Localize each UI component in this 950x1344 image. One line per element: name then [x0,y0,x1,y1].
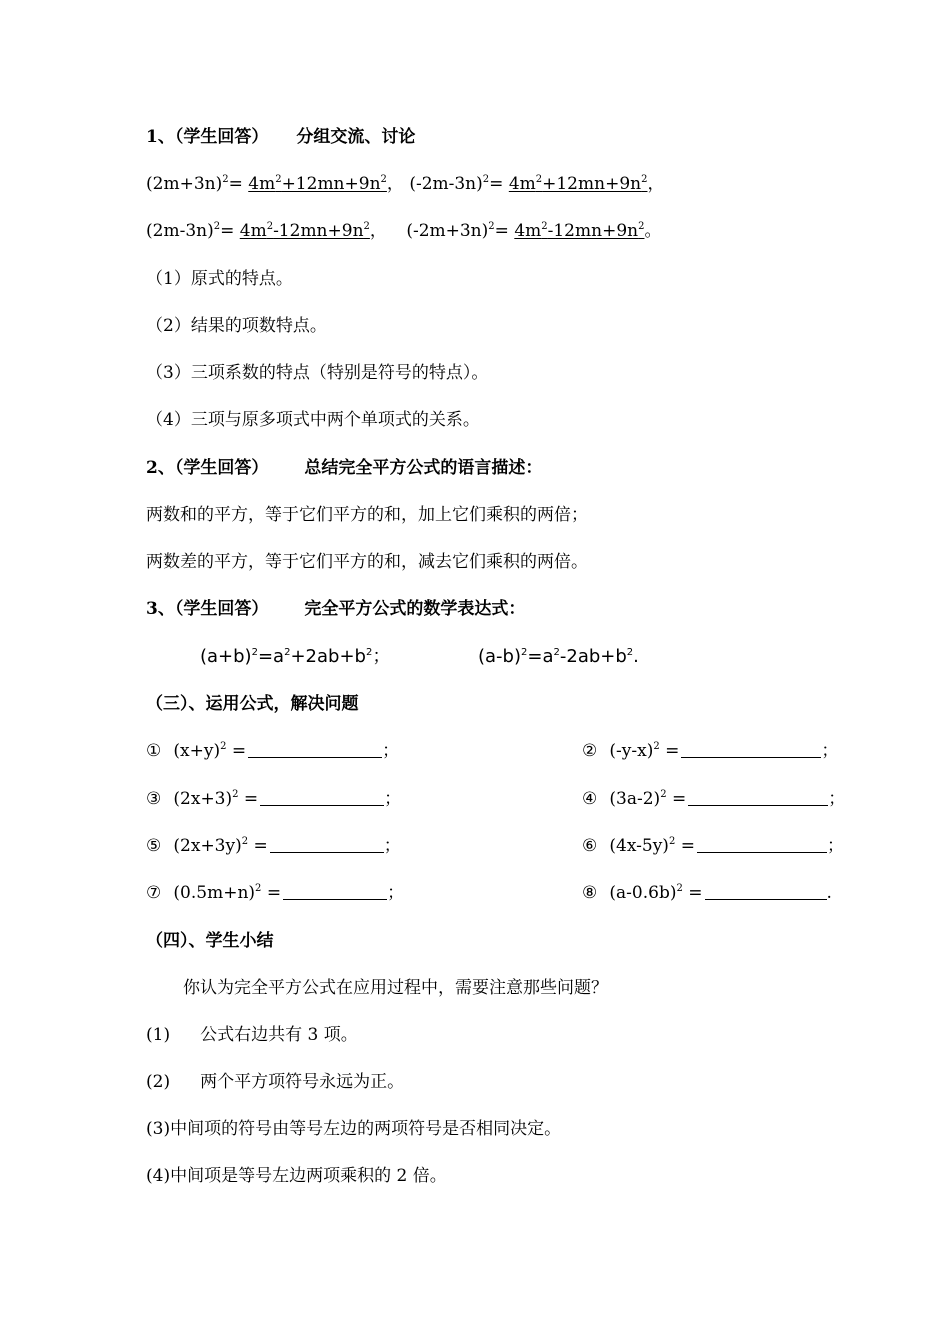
problem-4: ④ $(3a-2)^2$ = ； [582,789,846,809]
answer-blank[interactable] [705,883,827,900]
eq4-left: (-2m+3n) [406,221,489,241]
problem-5: ⑤ $(2x+3y)^2$ = ； [146,836,401,856]
comma: ， [647,174,665,194]
exponent: 2 [213,221,221,232]
exponent: 2 [482,174,490,185]
summary-item-2 [146,1070,404,1094]
language-description-diff: 两数差的平方，等于它们平方的和，减去它们乘积的两倍。 [146,552,588,572]
section5-heading: （四）、学生小结 [146,931,274,951]
exponent: 2 [488,221,495,232]
problem-row-3 [146,834,844,858]
exponent: 2 [222,174,229,185]
summary-item-3: (3)中间项的符号由等号左边的两项符号是否相同决定。 [146,1119,562,1139]
section1-heading [146,125,415,149]
problem-row-1 [146,739,839,763]
discussion-point-3: （3）三项系数的特点（特别是符号的特点）。 [146,363,489,383]
eq3-answer: $4m^2-12mn+9n^2$ [239,221,370,241]
section2-tag: （学生回答） [174,458,269,478]
problem-row-2 [146,787,846,811]
item-text: 两个平方项符号永远为正。 [200,1072,405,1092]
section2-heading [146,456,542,480]
section1-tag: （学生回答） [174,127,269,147]
equation-line-1 [146,172,664,196]
formula-sum: $(a+b)^2=a^2+2ab+b^2$； [200,646,391,667]
section3-num: 3、 [146,599,175,619]
answer-blank[interactable] [260,789,384,806]
item-text: 公式右边共有 3 项。 [200,1025,358,1045]
problem-8: ⑧ $(a-0.6b)^2$ = . [582,883,832,903]
section1-title: 分组交流、讨论 [296,127,416,147]
answer-blank[interactable] [681,741,821,758]
answer-blank[interactable] [248,741,382,758]
problem-1: ① $(x+y)^2$ = ； [146,741,400,761]
item-number: (1) [146,1025,171,1045]
equals-sign: = [489,174,504,194]
section3-title: 完全平方公式的数学表达式： [304,599,526,619]
equation-line-2 [146,219,661,243]
section4-heading: （三）、运用公式，解决问题 [146,694,359,714]
section2-num: 2、 [146,458,175,478]
period: 。 [644,221,662,241]
problem-row-4 [146,881,832,905]
item-number: (2) [146,1072,171,1092]
eq3-left: (2m-3n) [146,221,214,241]
summary-item-4: (4)中间项是等号左边两项乘积的 2 倍。 [146,1166,447,1186]
equals-sign: = [494,221,509,241]
problem-2: ② $(-y-x)^2$ = ； [582,741,839,761]
language-description-sum: 两数和的平方，等于它们平方的和，加上它们乘积的两倍； [146,505,588,525]
section1-num: 1、 [146,127,175,147]
summary-item-1 [146,1023,358,1047]
answer-blank[interactable] [283,883,387,900]
section2-title: 总结完全平方公式的语言描述： [304,458,543,478]
eq2-answer: $4m^2+12mn+9n^2$ [508,174,648,194]
discussion-point-4: （4）三项与原多项式中两个单项式的关系。 [146,410,480,430]
section3-tag: （学生回答） [174,599,269,619]
problem-3: ③ $(2x+3)^2$ = ； [146,789,402,809]
answer-blank[interactable] [688,789,828,806]
equals-sign: = [220,221,235,241]
formula-difference: $(a-b)^2=a^2-2ab+b^2$. [478,646,639,667]
problem-7: ⑦ $(0.5m+n)^2$ = ； [146,883,405,903]
answer-blank[interactable] [697,836,827,853]
eq1-answer: $4m^2+12mn+9n^2$ [248,174,387,194]
discussion-point-2: （2）结果的项数特点。 [146,316,327,336]
equals-sign: = [228,174,243,194]
eq4-answer: $4m^2-12mn+9n^2$ [514,221,645,241]
discussion-point-1: （1）原式的特点。 [146,269,293,289]
comma: ， [386,174,404,194]
answer-blank[interactable] [270,836,384,853]
section3-heading [146,597,525,621]
eq2-left: (-2m-3n) [409,174,483,194]
comma: ， [369,221,387,241]
summary-question: 你认为完全平方公式在应用过程中，需要注意那些问题？ [183,978,608,998]
problem-6: ⑥ $(4x-5y)^2$ = ； [582,836,844,856]
eq1-left: (2m+3n) [146,174,223,194]
